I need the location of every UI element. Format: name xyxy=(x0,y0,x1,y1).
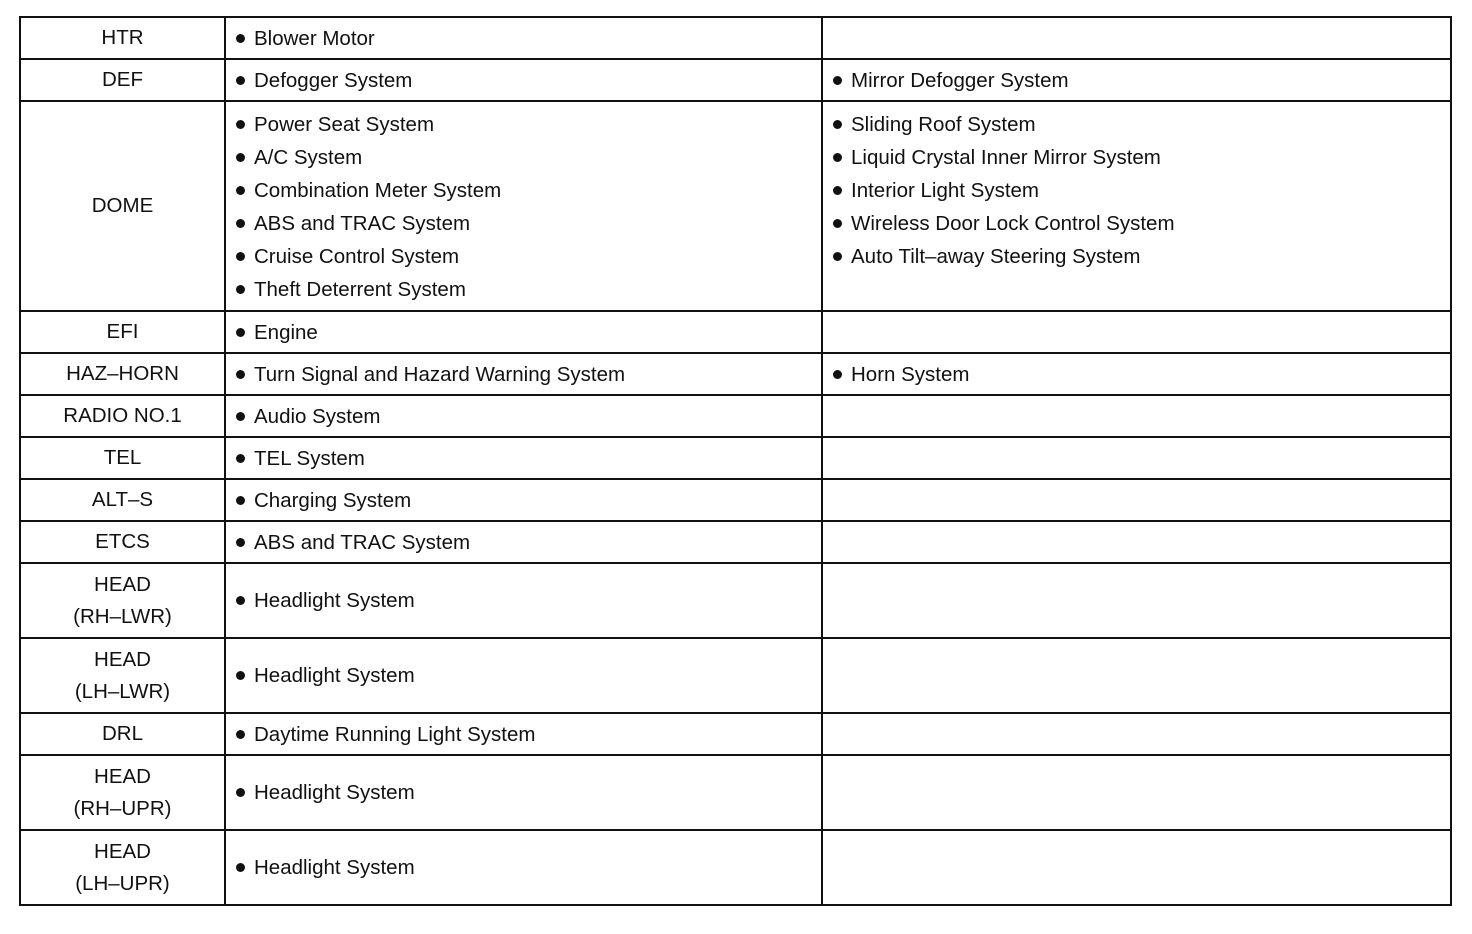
fuse-name: ETCS xyxy=(95,530,150,553)
fuse-name: RADIO NO.1 xyxy=(63,404,182,427)
bullet-icon xyxy=(833,120,842,129)
system-cell-secondary xyxy=(822,755,1451,830)
bullet-icon xyxy=(236,370,245,379)
system-item xyxy=(833,141,1450,174)
system-label: Horn System xyxy=(851,362,970,386)
table-row xyxy=(20,437,1451,479)
table-row xyxy=(20,563,1451,638)
system-cell-secondary xyxy=(822,479,1451,521)
fuse-name: (RH–LWR) xyxy=(73,604,172,628)
system-label: Blower Motor xyxy=(254,26,375,50)
system-cell-primary xyxy=(225,59,822,101)
system-cell-secondary xyxy=(822,713,1451,755)
system-item xyxy=(236,659,821,692)
system-list xyxy=(236,484,821,517)
bullet-icon xyxy=(833,370,842,379)
system-item xyxy=(833,64,1450,97)
bullet-icon xyxy=(236,186,245,195)
system-label: Mirror Defogger System xyxy=(851,68,1069,92)
table-row xyxy=(20,638,1451,713)
fuse-name-cell xyxy=(20,101,225,311)
system-item xyxy=(236,718,821,751)
system-cell-secondary xyxy=(822,101,1451,311)
system-cell-secondary xyxy=(822,563,1451,638)
system-label: Headlight System xyxy=(254,781,415,804)
system-label: Charging System xyxy=(254,488,412,512)
fuse-name: (LH–UPR) xyxy=(75,871,170,895)
system-item xyxy=(236,108,821,141)
table-row xyxy=(20,311,1451,353)
fuse-name: DOME xyxy=(91,194,154,217)
fuse-name: DRL xyxy=(101,722,143,745)
system-item xyxy=(833,174,1450,207)
fuse-name-cell xyxy=(20,638,225,713)
bullet-icon xyxy=(833,252,842,261)
system-label: ABS and TRAC System xyxy=(254,212,471,235)
fuse-name-cell xyxy=(20,437,225,479)
system-item xyxy=(236,776,821,809)
system-label: Sliding Roof System xyxy=(851,113,1036,136)
fuse-name: ALT–S xyxy=(91,488,154,511)
fuse-name: HEAD xyxy=(94,647,151,671)
system-item xyxy=(236,484,821,517)
system-label: Combination Meter System xyxy=(254,179,502,202)
system-cell-primary xyxy=(225,830,822,905)
fuse-name-cell xyxy=(20,59,225,101)
system-item xyxy=(833,207,1450,240)
fuse-name-cell xyxy=(20,563,225,638)
fuse-name-cell xyxy=(20,395,225,437)
system-list xyxy=(236,526,821,559)
fuse-name-cell xyxy=(20,353,225,395)
system-list xyxy=(236,776,821,809)
system-cell-primary xyxy=(225,638,822,713)
system-list xyxy=(236,358,821,391)
system-item xyxy=(236,316,821,349)
system-cell-secondary xyxy=(822,830,1451,905)
system-list xyxy=(236,851,821,884)
bullet-icon xyxy=(236,34,245,43)
system-item xyxy=(236,273,821,306)
system-cell-primary xyxy=(225,479,822,521)
system-item xyxy=(236,358,821,391)
bullet-icon xyxy=(236,120,245,129)
fuse-name: HAZ–HORN xyxy=(66,362,179,385)
bullet-icon xyxy=(236,285,245,294)
system-list xyxy=(236,442,821,475)
system-list xyxy=(833,102,1450,277)
system-label: Turn Signal and Hazard Warning System xyxy=(254,362,626,386)
fuse-name: EFI xyxy=(106,320,139,343)
system-item xyxy=(236,442,821,475)
bullet-icon xyxy=(236,730,245,739)
bullet-icon xyxy=(236,538,245,547)
bullet-icon xyxy=(236,863,245,872)
system-label: Defogger System xyxy=(254,68,413,92)
bullet-icon xyxy=(236,788,245,797)
fuse-name: HEAD xyxy=(94,764,151,788)
system-item xyxy=(833,108,1450,141)
table-row xyxy=(20,395,1451,437)
table-row xyxy=(20,713,1451,755)
system-cell-secondary xyxy=(822,17,1451,59)
system-item xyxy=(236,22,821,55)
system-cell-secondary xyxy=(822,521,1451,563)
table-row xyxy=(20,830,1451,905)
fuse-name-cell xyxy=(20,521,225,563)
table-row xyxy=(20,353,1451,395)
bullet-icon xyxy=(236,252,245,261)
table-row xyxy=(20,755,1451,830)
system-label: ABS and TRAC System xyxy=(254,530,471,554)
system-list xyxy=(236,584,821,617)
fuse-name: HEAD xyxy=(94,839,151,863)
bullet-icon xyxy=(833,219,842,228)
system-label: Wireless Door Lock Control System xyxy=(851,212,1175,235)
table-body xyxy=(20,17,1451,905)
system-cell-primary xyxy=(225,311,822,353)
fuse-name-cell xyxy=(20,479,225,521)
system-cell-secondary xyxy=(822,353,1451,395)
bullet-icon xyxy=(236,454,245,463)
bullet-icon xyxy=(236,671,245,680)
bullet-icon xyxy=(236,328,245,337)
system-cell-primary xyxy=(225,713,822,755)
fuse-name: HTR xyxy=(101,26,144,49)
bullet-icon xyxy=(833,153,842,162)
system-label: Headlight System xyxy=(254,589,415,612)
fuse-name: DEF xyxy=(102,68,143,91)
bullet-icon xyxy=(833,76,842,85)
system-label: Liquid Crystal Inner Mirror System xyxy=(851,146,1161,169)
fuse-name-cell xyxy=(20,311,225,353)
system-item xyxy=(236,141,821,174)
bullet-icon xyxy=(833,186,842,195)
system-label: Daytime Running Light System xyxy=(254,722,536,746)
table-row xyxy=(20,101,1451,311)
system-label: Headlight System xyxy=(254,856,415,879)
system-label: Audio System xyxy=(254,404,381,428)
system-list xyxy=(236,316,821,349)
system-item xyxy=(833,240,1450,273)
system-item xyxy=(236,174,821,207)
system-cell-primary xyxy=(225,437,822,479)
system-list xyxy=(236,22,821,55)
system-label: A/C System xyxy=(254,146,363,169)
bullet-icon xyxy=(236,219,245,228)
bullet-icon xyxy=(236,412,245,421)
system-list xyxy=(236,102,821,310)
system-cell-primary xyxy=(225,353,822,395)
table-row xyxy=(20,521,1451,563)
fuse-name: (LH–LWR) xyxy=(74,679,171,703)
fuse-name-cell xyxy=(20,17,225,59)
fuse-name: (RH–UPR) xyxy=(73,796,172,820)
system-item xyxy=(833,358,1450,391)
system-list xyxy=(236,64,821,97)
system-item xyxy=(236,64,821,97)
system-item xyxy=(236,851,821,884)
system-label: Theft Deterrent System xyxy=(254,278,466,301)
table-row xyxy=(20,17,1451,59)
system-item xyxy=(236,584,821,617)
system-cell-secondary xyxy=(822,395,1451,437)
bullet-icon xyxy=(236,596,245,605)
fuse-system-table xyxy=(19,16,1452,906)
system-item xyxy=(236,207,821,240)
system-list xyxy=(236,659,821,692)
system-label: Headlight System xyxy=(254,664,415,687)
system-item xyxy=(236,240,821,273)
system-label: Cruise Control System xyxy=(254,245,460,268)
system-cell-primary xyxy=(225,755,822,830)
system-cell-primary xyxy=(225,521,822,563)
fuse-name-cell xyxy=(20,830,225,905)
system-cell-secondary xyxy=(822,59,1451,101)
system-cell-primary xyxy=(225,395,822,437)
system-cell-primary xyxy=(225,101,822,311)
system-list xyxy=(236,400,821,433)
table-row xyxy=(20,59,1451,101)
system-cell-secondary xyxy=(822,638,1451,713)
system-label: Interior Light System xyxy=(851,179,1039,202)
fuse-name: TEL xyxy=(103,446,142,469)
system-cell-primary xyxy=(225,563,822,638)
system-label: Auto Tilt–away Steering System xyxy=(851,245,1141,268)
fuse-name-cell xyxy=(20,755,225,830)
system-label: Engine xyxy=(254,320,318,344)
system-list xyxy=(833,358,1450,391)
system-list xyxy=(236,718,821,751)
system-label: Power Seat System xyxy=(254,113,435,136)
fuse-name-cell xyxy=(20,713,225,755)
table-row xyxy=(20,479,1451,521)
system-item xyxy=(236,526,821,559)
system-list xyxy=(833,64,1450,97)
system-cell-primary xyxy=(225,17,822,59)
bullet-icon xyxy=(236,76,245,85)
system-label: TEL System xyxy=(254,446,365,470)
bullet-icon xyxy=(236,496,245,505)
bullet-icon xyxy=(236,153,245,162)
system-cell-secondary xyxy=(822,437,1451,479)
fuse-name: HEAD xyxy=(94,572,151,596)
system-item xyxy=(236,400,821,433)
system-cell-secondary xyxy=(822,311,1451,353)
